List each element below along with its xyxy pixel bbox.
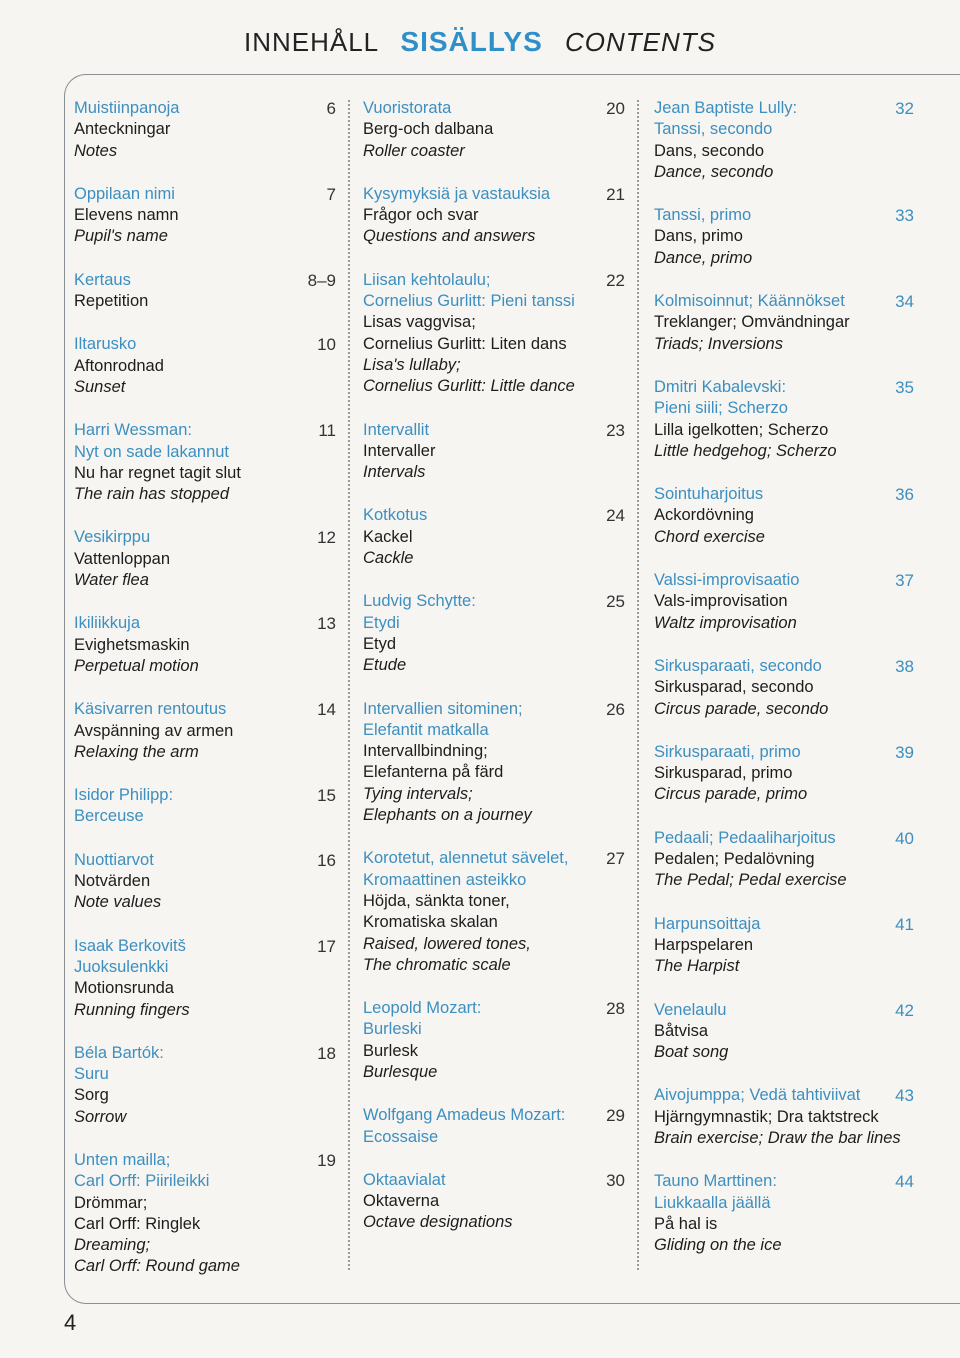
entry-title-finnish: Burleski <box>363 1020 422 1039</box>
entry-title-swedish: Intervallbindning; <box>363 742 488 761</box>
entry-page-number: 26 <box>606 699 625 719</box>
entry-title-english: Boat song <box>654 1043 729 1062</box>
heading-english: CONTENTS <box>565 27 716 57</box>
entry-page-number: 29 <box>606 1106 625 1126</box>
entry-title-english: Carl Orff: Round game <box>74 1257 240 1276</box>
toc-entry <box>74 334 336 398</box>
entry-page-number: 30 <box>606 1170 625 1190</box>
entry-title-english: Water flea <box>74 571 149 590</box>
toc-entry <box>363 270 625 398</box>
entry-title-finnish: Tauno Marttinen: <box>654 1172 777 1191</box>
entry-title-swedish: Notvärden <box>74 872 151 891</box>
toc-entry <box>74 699 336 763</box>
entry-title-finnish: Sirkusparaati, primo <box>654 742 801 761</box>
entry-title-finnish: Liisan kehtolaulu; <box>363 270 491 289</box>
entry-title-english: Chord exercise <box>654 527 765 546</box>
entry-title-english: Note values <box>74 893 162 912</box>
entry-page-number: 18 <box>317 1043 336 1063</box>
entry-page-number: 37 <box>895 571 914 591</box>
entry-title-finnish: Suru <box>74 1065 109 1084</box>
entry-title-finnish: Jean Baptiste Lully: <box>654 99 798 117</box>
entry-title-finnish: Ikiliikkuja <box>74 614 141 633</box>
entry-title-swedish: Evighetsmaskin <box>74 635 190 654</box>
toc-entry <box>363 505 625 569</box>
toc-entry <box>74 613 336 677</box>
entry-page-number: 39 <box>895 742 914 762</box>
entry-page-number: 25 <box>606 592 625 612</box>
entry-title-swedish: Avspänning av armen <box>74 721 234 740</box>
toc-entry <box>654 377 914 462</box>
entry-title-english: The Harpist <box>654 957 740 976</box>
entry-title-swedish: På hal is <box>654 1214 718 1233</box>
toc-entry <box>654 205 914 269</box>
entry-title-english: Running fingers <box>74 1000 190 1019</box>
entry-title-finnish: Nyt on sade lakannut <box>74 442 230 461</box>
entry-title-english: Perpetual motion <box>74 656 199 675</box>
toc-entry <box>654 484 914 548</box>
entry-title-english: Waltz improvisation <box>654 613 797 632</box>
entry-title-finnish: Sirkusparaati, secondo <box>654 656 822 675</box>
entry-page-number: 19 <box>317 1150 336 1170</box>
toc-entry <box>363 98 625 162</box>
entry-page-number: 32 <box>895 99 914 118</box>
entry-page-number: 20 <box>606 99 625 118</box>
entry-title-finnish: Aivojumppa; Vedä tahtiviivat <box>654 1086 861 1105</box>
entry-title-english: Little hedgehog; Scherzo <box>654 441 837 460</box>
entry-title-swedish: Treklanger; Omvändningar <box>654 313 850 332</box>
entry-title-english: Brain exercise; Draw the bar lines <box>654 1128 901 1147</box>
entry-title-swedish: Båtvisa <box>654 1021 709 1040</box>
entry-title-finnish: Pieni siili; Scherzo <box>654 399 788 418</box>
entry-title-finnish: Sointuharjoitus <box>654 485 764 504</box>
toc-entry <box>74 98 336 162</box>
entry-title-english: Notes <box>74 141 118 160</box>
toc-entry <box>654 656 914 720</box>
entry-title-finnish: Oppilaan nimi <box>74 184 175 203</box>
entry-title-english: Dreaming; <box>74 1236 151 1255</box>
entry-page-number: 16 <box>317 850 336 870</box>
entry-page-number: 24 <box>606 506 625 526</box>
heading-finnish: SISÄLLYS <box>400 26 543 57</box>
entry-page-number: 22 <box>606 270 625 290</box>
toc-entry <box>74 270 336 313</box>
entry-title-swedish: Drömmar; <box>74 1193 148 1212</box>
entry-title-finnish: Wolfgang Amadeus Mozart: <box>363 1106 566 1125</box>
toc-entry <box>363 699 625 827</box>
entry-title-swedish: Dans, primo <box>654 227 743 246</box>
toc-entry <box>654 742 914 806</box>
entry-page-number: 11 <box>318 421 336 441</box>
entry-title-finnish: Leopold Mozart: <box>363 999 482 1018</box>
entry-title-english: The chromatic scale <box>363 955 511 974</box>
toc-entry <box>654 1085 914 1149</box>
entry-title-finnish: Muistiinpanoja <box>74 99 180 117</box>
entry-page-number: 15 <box>317 786 336 806</box>
entry-page-number: 28 <box>606 999 625 1019</box>
entry-title-finnish: Carl Orff: Piirileikki <box>74 1172 210 1191</box>
toc-entry <box>363 184 625 248</box>
toc-entry <box>74 1043 336 1128</box>
entry-page-number: 36 <box>895 485 914 505</box>
entry-title-finnish: Vuoristorata <box>363 99 452 117</box>
entry-title-english: Circus parade, primo <box>654 785 808 804</box>
entry-title-english: Intervals <box>363 463 426 482</box>
toc-column-3 <box>654 98 914 1256</box>
entry-title-english: Dance, secondo <box>654 162 774 181</box>
entry-title-swedish: Vals-improvisation <box>654 592 788 611</box>
entry-title-finnish: Elefantit matkalla <box>363 720 489 739</box>
entry-title-swedish: Anteckningar <box>74 120 171 139</box>
toc-entry <box>74 527 336 591</box>
entry-title-swedish: Aftonrodnad <box>74 356 164 375</box>
toc-entry <box>74 184 336 248</box>
entry-page-number: 34 <box>895 292 914 312</box>
toc-entry <box>74 1150 336 1278</box>
entry-page-number: 43 <box>895 1086 914 1106</box>
entry-title-finnish: Kotkotus <box>363 506 428 525</box>
entry-title-english: Pupil's name <box>74 227 168 246</box>
entry-title-english: Elephants on a journey <box>363 806 532 825</box>
entry-title-finnish: Kysymyksiä ja vastauksia <box>363 184 551 203</box>
entry-title-swedish: Kromatiska skalan <box>363 913 498 932</box>
entry-title-finnish: Iltarusko <box>74 335 137 354</box>
entry-title-swedish: Motionsrunda <box>74 979 174 998</box>
entry-title-english: Roller coaster <box>363 141 465 160</box>
entry-title-english: Burlesque <box>363 1062 438 1081</box>
toc-entry <box>654 291 914 355</box>
entry-title-finnish: Pedaali; Pedaaliharjoitus <box>654 828 836 847</box>
entry-title-swedish: Frågor och svar <box>363 206 479 225</box>
entry-title-finnish: Berceuse <box>74 807 144 826</box>
entry-title-finnish: Unten mailla; <box>74 1150 171 1169</box>
entry-title-finnish: Harri Wessman: <box>74 421 192 440</box>
column-separator <box>348 100 350 1270</box>
entry-title-swedish: Nu har regnet tagit slut <box>74 463 241 482</box>
entry-title-finnish: Ludvig Schytte: <box>363 592 476 611</box>
entry-title-finnish: Kertaus <box>74 270 131 289</box>
entry-title-english: Sorrow <box>74 1107 127 1126</box>
entry-title-swedish: Elefanterna på färd <box>363 763 504 782</box>
entry-title-finnish: Oktaavialat <box>363 1170 446 1189</box>
entry-title-swedish: Elevens namn <box>74 206 179 225</box>
entry-title-swedish: Ackordövning <box>654 506 754 525</box>
entry-title-finnish: Tanssi, primo <box>654 206 752 225</box>
toc-entry <box>363 1170 625 1234</box>
entry-page-number: 21 <box>606 184 625 204</box>
entry-title-swedish: Vattenloppan <box>74 549 171 568</box>
entry-title-swedish: Sirkusparad, primo <box>654 764 793 783</box>
toc-column-1 <box>74 98 336 1278</box>
entry-page-number: 10 <box>317 335 336 355</box>
entry-title-english: Relaxing the arm <box>74 742 199 761</box>
entry-page-number: 14 <box>317 700 336 720</box>
entry-title-english: Dance, primo <box>654 248 753 267</box>
entry-title-swedish: Lilla igelkotten; Scherzo <box>654 420 829 439</box>
toc-entry <box>74 420 336 505</box>
entry-title-english: Lisa's lullaby; <box>363 355 461 374</box>
toc-entry <box>363 1105 625 1148</box>
entry-title-finnish: Venelaulu <box>654 1000 727 1019</box>
toc-entry <box>363 998 625 1083</box>
entry-page-number: 6 <box>326 99 336 118</box>
toc-entry <box>74 785 336 828</box>
entry-title-swedish: Harpspelaren <box>654 935 754 954</box>
entry-title-swedish: Intervaller <box>363 441 436 460</box>
entry-title-english: Circus parade, secondo <box>654 699 829 718</box>
entry-title-finnish: Dmitri Kabalevski: <box>654 377 787 396</box>
entry-title-swedish: Höjda, sänkta toner, <box>363 891 510 910</box>
column-separator <box>637 100 639 1270</box>
entry-title-finnish: Intervallit <box>363 420 430 439</box>
entry-page-number: 38 <box>895 656 914 676</box>
entry-title-swedish: Oktaverna <box>363 1192 440 1211</box>
toc-entry <box>654 570 914 634</box>
entry-title-swedish: Burlesk <box>363 1041 419 1060</box>
entry-title-english: Octave designations <box>363 1213 513 1232</box>
entry-title-swedish: Dans, secondo <box>654 141 765 160</box>
entry-page-number: 42 <box>895 1000 914 1020</box>
entry-title-finnish: Béla Bartók: <box>74 1043 164 1062</box>
entry-title-english: Gliding on the ice <box>654 1236 782 1255</box>
entry-title-swedish: Sirkusparad, secondo <box>654 678 814 697</box>
entry-page-number: 27 <box>606 849 625 869</box>
entry-page-number: 40 <box>895 828 914 848</box>
entry-title-finnish: Käsivarren rentoutus <box>74 700 227 719</box>
entry-title-finnish: Harpunsoittaja <box>654 914 761 933</box>
entry-page-number: 12 <box>317 528 336 548</box>
toc-column-2 <box>363 98 625 1234</box>
entry-title-finnish: Etydi <box>363 613 400 632</box>
entry-page-number: 8–9 <box>307 270 336 290</box>
entry-title-finnish: Ecossaise <box>363 1127 439 1146</box>
toc-entry <box>654 914 914 978</box>
entry-title-finnish: Cornelius Gurlitt: Pieni tanssi <box>363 292 575 311</box>
entry-title-swedish: Kackel <box>363 527 413 546</box>
entry-page-number: 35 <box>895 377 914 397</box>
entry-title-finnish: Isaak Berkovitš <box>74 936 186 955</box>
entry-title-english: Cackle <box>363 549 414 568</box>
toc-entry <box>74 850 336 914</box>
entry-title-finnish: Juoksulenkki <box>74 957 169 976</box>
toc-entry <box>74 936 336 1021</box>
entry-page-number: 44 <box>895 1172 914 1192</box>
entry-title-swedish: Sorg <box>74 1086 109 1105</box>
entry-title-swedish: Hjärngymnastik; Dra taktstreck <box>654 1107 879 1126</box>
entry-title-swedish: Cornelius Gurlitt: Liten dans <box>363 334 567 353</box>
toc-entry <box>654 828 914 892</box>
page-number: 4 <box>64 1310 77 1335</box>
entry-page-number: 23 <box>606 420 625 440</box>
entry-title-finnish: Korotetut, alennetut sävelet, <box>363 849 569 868</box>
entry-title-swedish: Carl Orff: Ringlek <box>74 1214 201 1233</box>
entry-page-number: 33 <box>895 206 914 226</box>
entry-title-finnish: Tanssi, secondo <box>654 120 773 139</box>
entry-title-swedish: Pedalen; Pedalövning <box>654 850 815 869</box>
entry-page-number: 41 <box>895 914 914 934</box>
entry-title-english: Tying intervals; <box>363 784 473 803</box>
entry-title-finnish: Kromaattinen asteikko <box>363 870 527 889</box>
toc-entry <box>363 420 625 484</box>
entry-title-swedish: Berg-och dalbana <box>363 120 494 139</box>
entry-title-english: Raised, lowered tones, <box>363 934 531 953</box>
entry-title-english: Questions and answers <box>363 227 536 246</box>
entry-title-swedish: Etyd <box>363 634 397 653</box>
entry-page-number: 13 <box>317 614 336 634</box>
heading-swedish: INNEHÅLL <box>243 27 379 57</box>
entry-title-finnish: Nuottiarvot <box>74 850 154 869</box>
entry-title-finnish: Intervallien sitominen; <box>363 699 523 718</box>
entry-title-english: Cornelius Gurlitt: Little dance <box>363 377 575 396</box>
entry-title-swedish: Lisas vaggvisa; <box>363 313 476 332</box>
entry-title-finnish: Liukkaalla jäällä <box>654 1193 771 1212</box>
entry-title-english: The Pedal; Pedal exercise <box>654 871 847 890</box>
toc-entry <box>654 1000 914 1064</box>
toc-entry <box>654 1171 914 1256</box>
entry-title-english: The rain has stopped <box>74 485 230 504</box>
entry-title-english: Triads; Inversions <box>654 334 783 353</box>
toc-entry <box>363 591 625 676</box>
entry-title-english: Sunset <box>74 377 126 396</box>
entry-page-number: 17 <box>317 936 336 956</box>
entry-title-finnish: Valssi-improvisaatio <box>654 571 800 590</box>
toc-heading <box>0 26 960 58</box>
toc-entry <box>654 98 914 183</box>
toc-entry <box>363 848 625 976</box>
entry-title-swedish: Repetition <box>74 292 149 311</box>
entry-title-finnish: Kolmisoinnut; Käännökset <box>654 292 845 311</box>
entry-title-english: Etude <box>363 656 407 675</box>
entry-title-finnish: Isidor Philipp: <box>74 786 174 805</box>
entry-page-number: 7 <box>326 184 336 204</box>
entry-title-finnish: Vesikirppu <box>74 528 151 547</box>
